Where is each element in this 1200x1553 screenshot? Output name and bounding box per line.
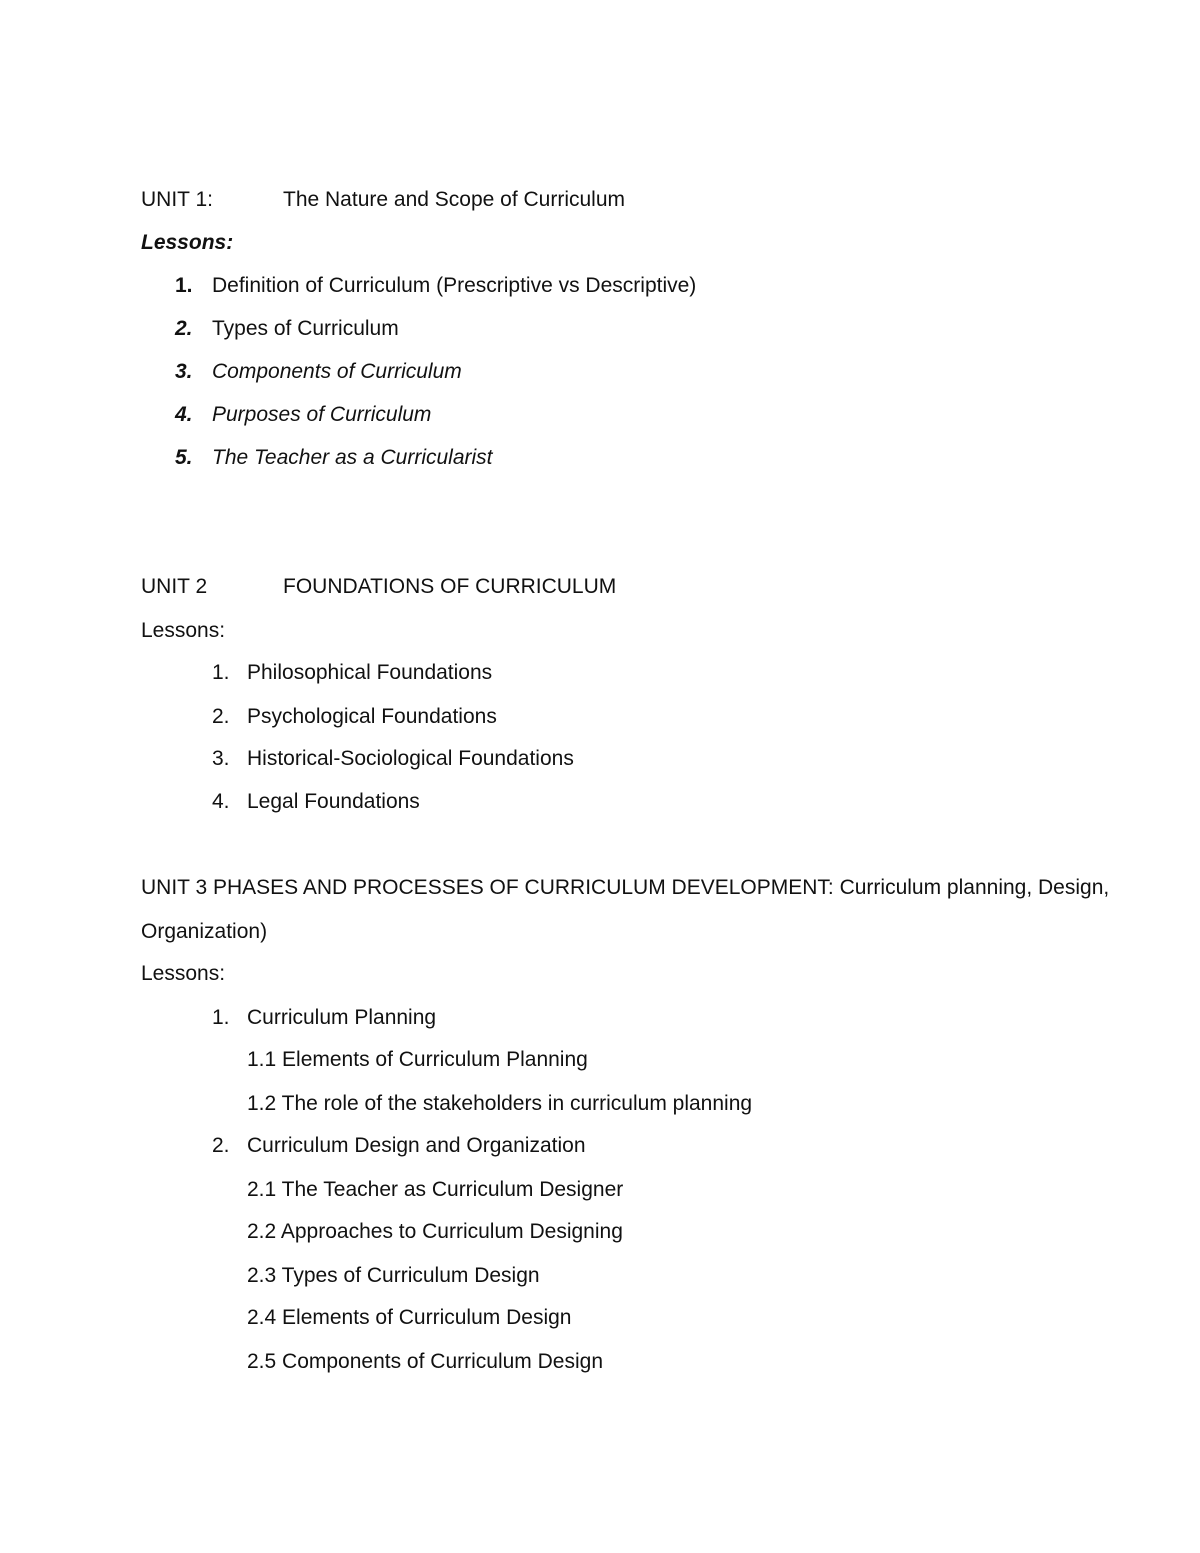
unit-3-lesson-2-number: 2. [212, 1134, 230, 1157]
unit-3-heading-line-1: UNIT 3 PHASES AND PROCESSES OF CURRICULUM DEVELOPMENT: Curriculum planning, Design, [141, 876, 1110, 899]
unit-3-lesson-2-sub-5: 2.5 Components of Curriculum Design [247, 1350, 603, 1373]
unit-2-label: UNIT 2 [141, 575, 208, 598]
unit-1-lesson-4-text: Purposes of Curriculum [212, 403, 432, 426]
unit-1-title: The Nature and Scope of Curriculum [283, 188, 625, 211]
unit-2-lessons-label: Lessons: [141, 619, 226, 642]
unit-1-lesson-2-text: Types of Curriculum [212, 317, 399, 340]
unit-1-lesson-1-text: Definition of Curriculum (Prescriptive vs Descriptive) [212, 274, 697, 297]
unit-2-lesson-3-text: Historical-Sociological Foundations [247, 747, 574, 770]
unit-1-lesson-2-number: 2. [175, 317, 193, 340]
unit-1-lesson-3-number: 3. [175, 360, 193, 383]
unit-3-lesson-2-sub-2: 2.2 Approaches to Curriculum Designing [247, 1220, 623, 1243]
unit-2-lesson-1-number: 1. [212, 661, 230, 684]
unit-3-lesson-1-sub-2: 1.2 The role of the stakeholders in curriculum planning [247, 1092, 753, 1115]
unit-3-lesson-2-sub-3: 2.3 Types of Curriculum Design [247, 1264, 540, 1287]
unit-2-lesson-2-number: 2. [212, 705, 230, 728]
unit-2-lesson-4-number: 4. [212, 790, 230, 813]
unit-1-lesson-5-number: 5. [175, 446, 193, 469]
unit-3-lesson-2-text: Curriculum Design and Organization [247, 1134, 586, 1157]
unit-2-lesson-1-text: Philosophical Foundations [247, 661, 493, 684]
unit-3-heading-line-2: Organization) [141, 920, 268, 943]
unit-1-lesson-1-number: 1. [175, 274, 193, 297]
unit-2-lesson-4-text: Legal Foundations [247, 790, 420, 813]
unit-1-lesson-5-text: The Teacher as a Curricularist [212, 446, 493, 469]
unit-3-lesson-1-sub-1: 1.1 Elements of Curriculum Planning [247, 1048, 588, 1071]
unit-3-lesson-1-text: Curriculum Planning [247, 1006, 437, 1029]
unit-1-lesson-4-number: 4. [175, 403, 193, 426]
unit-2-title: FOUNDATIONS OF CURRICULUM [283, 575, 617, 598]
unit-3-lesson-2-sub-1: 2.1 The Teacher as Curriculum Designer [247, 1178, 624, 1201]
unit-1-lessons-label: Lessons: [141, 231, 234, 254]
unit-3-lessons-label: Lessons: [141, 962, 226, 985]
unit-2-lesson-2-text: Psychological Foundations [247, 705, 497, 728]
unit-1-lesson-3-text: Components of Curriculum [212, 360, 462, 383]
unit-3-lesson-1-number: 1. [212, 1006, 230, 1029]
unit-1-label: UNIT 1: [141, 188, 213, 211]
unit-3-lesson-2-sub-4: 2.4 Elements of Curriculum Design [247, 1306, 572, 1329]
unit-2-lesson-3-number: 3. [212, 747, 230, 770]
